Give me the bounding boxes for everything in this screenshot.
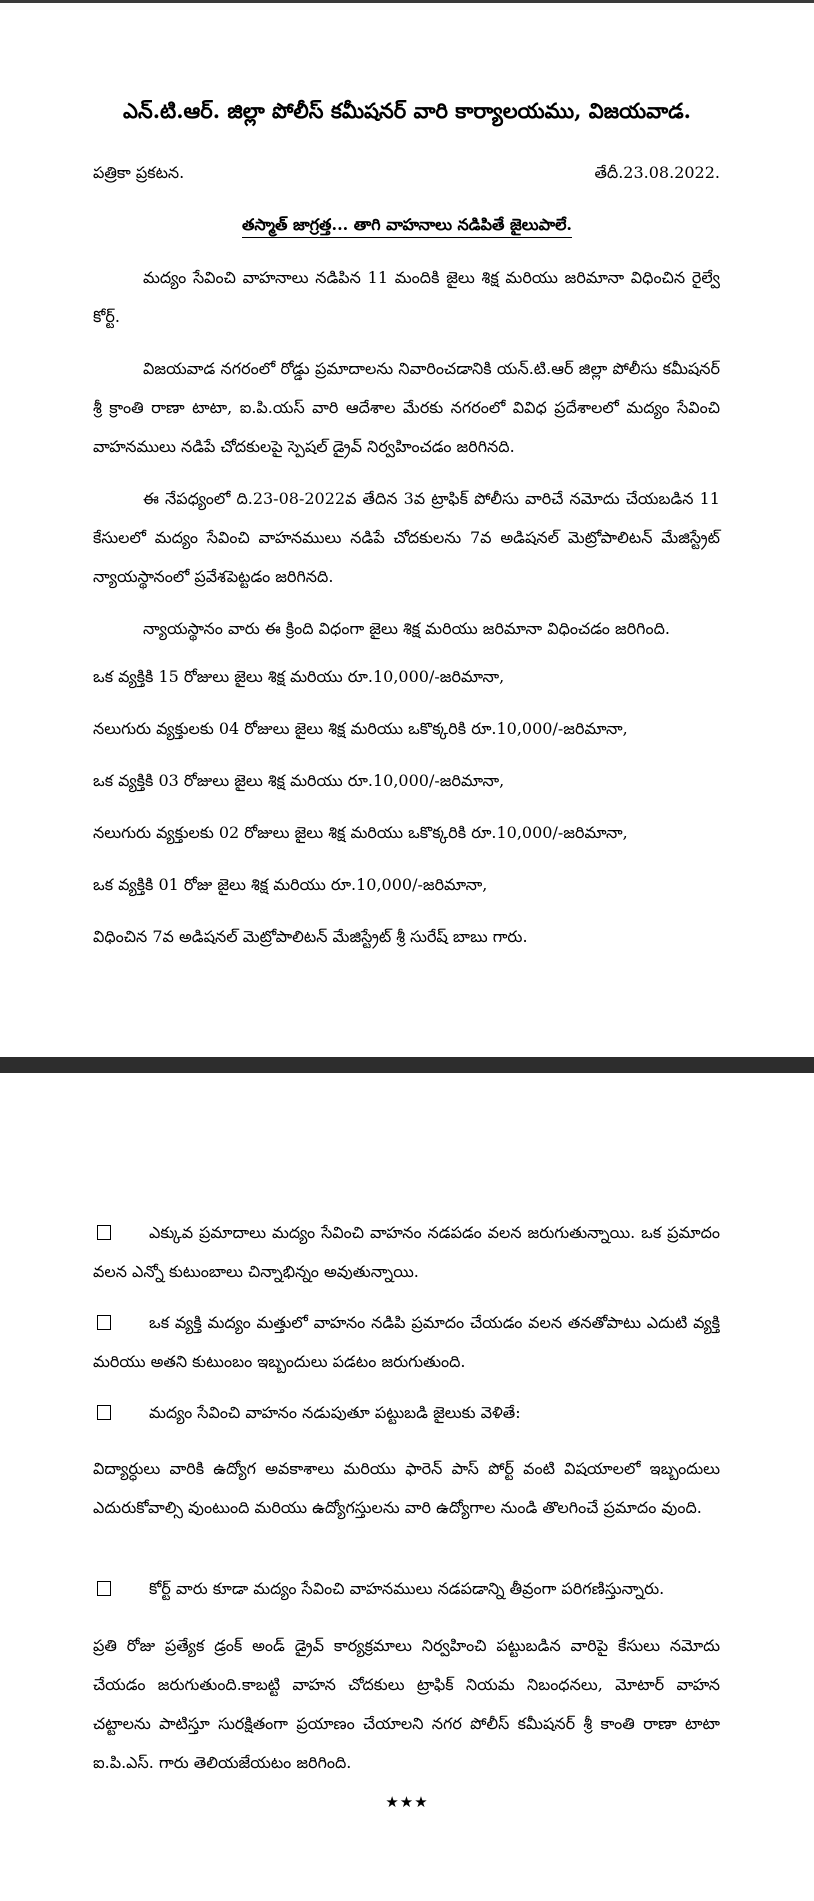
bullet-text: కోర్ట్ వారు కూడా మద్యం సేవించి వాహనములు నడపడాన్ని తీవ్రంగా పరిగణిస్తున్నారు. <box>149 1579 665 1598</box>
sentence-line: ఒక వ్యక్తికి 15 రోజులు జైలు శిక్ష మరియు రూ.10,000/-జరిమానా, <box>93 667 505 686</box>
page-separator <box>0 1057 814 1073</box>
paragraph-court: న్యాయస్థానం వారు ఈ క్రింది విధంగా జైలు శిక్ష మరియు జరిమానా విధించడం జరిగింది. <box>143 619 671 638</box>
magistrate-line: విధించిన 7వ అడిషనల్ మెట్రోపాలిటన్ మేజిస్ట్రేట్ శ్రీ సురేష్ బాబు గారు. <box>93 927 528 946</box>
page-1 <box>0 3 814 1057</box>
subheading <box>0 215 814 238</box>
checkbox-icon <box>97 1581 111 1596</box>
bullet-text: మద్యం సేవించి వాహనం నడుపుతూ పట్టుబడి జైలుకు వెళితే: <box>149 1403 521 1422</box>
checkbox-icon <box>97 1225 111 1240</box>
sentence-line: ఒక వ్యక్తికి 03 రోజులు జైలు శిక్ష మరియు రూ.10,000/-జరిమానా, <box>93 771 505 790</box>
paragraph-special-drive: విజయవాడ నగరంలో రోడ్డు ప్రమాదాలను నివారించడానికి యన్.టి.ఆర్ జిల్లా పోలీసు కమీషనర్ శ్రీ క్రాంతి రాణా టాటా, ఐ.పి.యస్ వారి ఆదేశాల మేరకు నగరంలో వివిధ ప్రదేశాలలో మద్యం సేవించి వాహనములు నడిపే చోదకులపై స్పెషల్ డ్రైవ్ నిర్వహించడం జరిగినది. <box>93 359 720 456</box>
bullet-text: ఒక వ్యక్తి మద్యం మత్తులో వాహనం నడిపి ప్రమాదం చేయడం వలన తనతోపాటు ఎదుటి వ్యక్తి మరియు అతని కుటుంబం ఇబ్బందులు పడటం జరుగుతుంది. <box>93 1313 720 1371</box>
bullet-item <box>93 1569 720 1608</box>
stars-icon: ★★★ <box>385 1793 429 1811</box>
page-2 <box>0 1073 814 1901</box>
bullet-item <box>93 1303 720 1381</box>
sentence-line: నలుగురు వ్యక్తులకు 04 రోజులు జైలు శిక్ష మరియు ఒకొక్కరికి రూ.10,000/-జరిమానా, <box>93 719 628 738</box>
press-release-label: పత్రికా ప్రకటన. <box>93 163 185 182</box>
subheading-text: తస్మాత్ జాగ్రత్త... తాగి వాహనాలు నడిపితే జైలుపాలే. <box>242 215 572 238</box>
bullet-text: ఎక్కువ ప్రమాదాలు మద్యం సేవించి వాహనం నడపడం వలన జరుగుతున్నాయి. ఒక ప్రమాదం వలన ఎన్నో కుటుంబాలు చిన్నాభిన్నం అవుతున్నాయి. <box>93 1223 720 1281</box>
checkbox-icon <box>97 1315 111 1330</box>
closing-paragraph: ప్రతి రోజు ప్రత్యేక డ్రంక్ అండ్ డ్రైవ్ కార్యక్రమాలు నిర్వహించి పట్టుబడిన వారిపై కేసులు నమోదు చేయడం జరుగుతుంది.కాబట్టి వాహన చోదకులు ట్రాఫిక్ నియమ నిబంధనలు, మోటార్ వాహన చట్టాలను పాటిస్తూ సురక్షితంగా ప్రయాణం చేయాలని నగర పోలీస్ కమీషనర్ శ్రీ కాంతి రాణా టాటా ఐ.పి.ఎస్. గారు తెలియజేయటం జరిగింది. <box>93 1636 720 1772</box>
consequence-paragraph: విద్యార్ధులు వారికి ఉద్యోగ అవకాశాలు మరియు ఫారెన్ పాస్ పోర్ట్ వంటి విషయాలలో ఇబ్బందులు ఎదురుకోవాల్సి వుంటుంది మరియు ఉద్యోగస్తులను వారి ఉద్యోగాల నుండి తొలగించే ప్రమాదం వుంది. <box>93 1459 720 1517</box>
date-label: తేదీ.23.08.2022. <box>594 163 720 182</box>
paragraph-summary: మద్యం సేవించి వాహనాలు నడిపిన 11 మందికి జైలు శిక్ష మరియు జరిమానా విధించిన రైల్వే కోర్ట్. <box>93 268 720 326</box>
paragraph-cases: ఈ నేపధ్యంలో ది.23-08-2022వ తేదిన 3వ ట్రాఫిక్ పోలీసు వారిచే నమోదు చేయబడిన 11 కేసులలో మద్యం సేవించి వాహనములు నడిపే చోదకులను 7వ అడిషనల్ మెట్రోపాలిటన్ మేజిస్ట్రేట్ న్యాయస్థానంలో ప్రవేశపెట్టడం జరిగినది. <box>93 489 720 586</box>
sentence-line: ఒక వ్యక్తికి 01 రోజు జైలు శిక్ష మరియు రూ.10,000/-జరిమానా, <box>93 875 488 894</box>
office-heading: ఎన్.టి.ఆర్. జిల్లా పోలీస్ కమీషనర్ వారి కార్యాలయము, విజయవాడ. <box>123 98 691 123</box>
bullet-item <box>93 1213 720 1291</box>
checkbox-icon <box>97 1405 111 1420</box>
sentence-line: నలుగురు వ్యక్తులకు 02 రోజులు జైలు శిక్ష మరియు ఒకొక్కరికి రూ.10,000/-జరిమానా, <box>93 823 628 842</box>
bullet-item <box>93 1393 720 1432</box>
